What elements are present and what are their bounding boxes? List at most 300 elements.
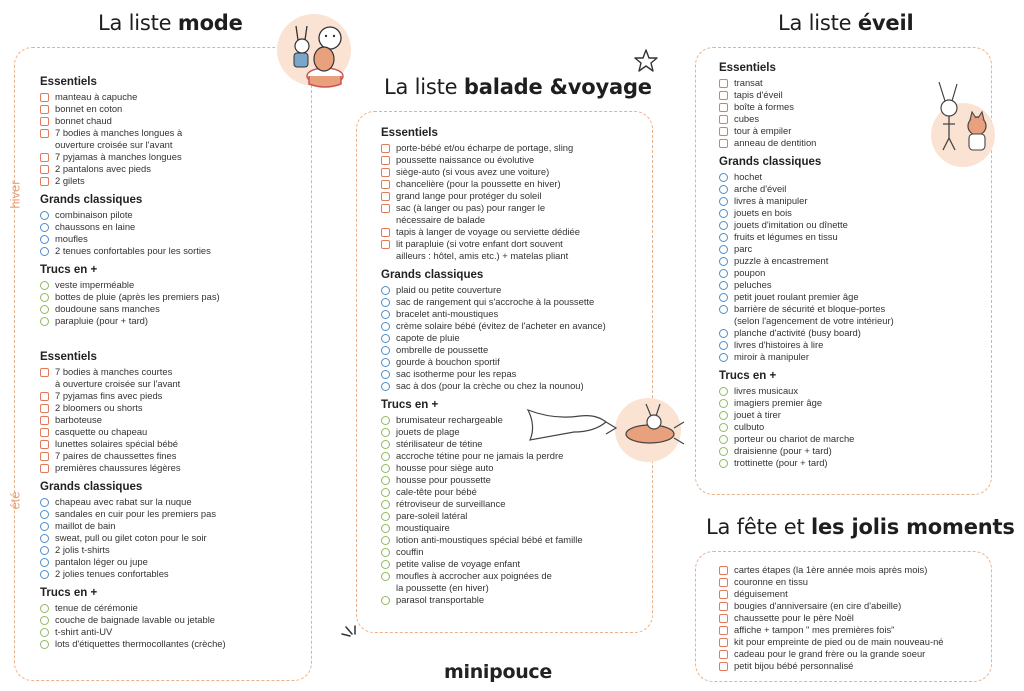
section-heading: Essentiels	[381, 127, 438, 139]
title-balade	[384, 75, 652, 99]
checklist-item[interactable]	[719, 303, 984, 327]
checklist-item-label: chaussette pour le père Noël	[734, 612, 854, 623]
checklist-item-label: tenue de cérémonie	[55, 602, 138, 613]
checklist-item[interactable]	[719, 445, 984, 457]
checklist-item-label: petit jouet roulant premier âge	[734, 291, 859, 302]
checklist-item[interactable]	[719, 409, 984, 421]
checklist-item-label: peluches	[734, 279, 772, 290]
checklist-item[interactable]	[719, 279, 984, 291]
checkbox-circle-icon[interactable]	[381, 382, 390, 391]
checkbox-circle-icon[interactable]	[381, 370, 390, 379]
checklist-item[interactable]	[381, 154, 651, 166]
checklist-item[interactable]	[381, 284, 651, 296]
checkbox-square-icon[interactable]	[381, 192, 390, 201]
checklist-item[interactable]	[719, 564, 984, 576]
checklist-item-label: affiche + tampon " mes premières fois"	[734, 624, 895, 635]
checkbox-circle-icon[interactable]	[381, 488, 390, 497]
checklist-item[interactable]	[381, 570, 651, 594]
checklist-item[interactable]	[40, 532, 305, 544]
checklist-item-label: 2 bloomers ou shorts	[55, 402, 143, 413]
checklist-item-label: petite valise de voyage enfant	[396, 558, 521, 569]
checklist-item-label: moufles à accrocher aux poignées de la poussette (en hiver)	[396, 570, 552, 593]
checkbox-circle-icon[interactable]	[40, 604, 49, 613]
checklist-item-label: casquette ou chapeau	[55, 426, 148, 437]
checklist-item[interactable]	[381, 534, 651, 546]
checklist-item-label: déguisement	[734, 588, 788, 599]
checkbox-circle-icon[interactable]	[40, 570, 49, 579]
checklist-item[interactable]	[719, 231, 984, 243]
section-heading: Grands classiques	[719, 156, 822, 168]
checkbox-square-icon[interactable]	[719, 103, 728, 112]
spark-doodle-icon	[338, 624, 364, 644]
checkbox-circle-icon[interactable]	[719, 269, 728, 278]
checkbox-circle-icon[interactable]	[40, 534, 49, 543]
checklist-item-label: draisienne (pour + tard)	[734, 445, 832, 456]
title-fete-light: La fête et	[706, 515, 812, 539]
checklist-item-label: sac de rangement qui s'accroche à la poussette	[396, 296, 595, 307]
checklist-item[interactable]	[381, 474, 651, 486]
checklist-item[interactable]	[719, 576, 984, 588]
checkbox-circle-icon[interactable]	[719, 197, 728, 206]
checklist-item[interactable]	[381, 510, 651, 522]
checklist-item[interactable]	[40, 245, 305, 257]
checklist-item[interactable]	[381, 142, 651, 154]
checklist-item[interactable]	[381, 332, 651, 344]
checkbox-circle-icon[interactable]	[719, 293, 728, 302]
section-heading: Grands classiques	[381, 269, 484, 281]
checkbox-circle-icon[interactable]	[381, 322, 390, 331]
checklist-item[interactable]	[719, 327, 984, 339]
checklist-item-label: combinaison pilote	[55, 209, 133, 220]
checkbox-square-icon[interactable]	[719, 115, 728, 124]
checklist-item-label: barrière de sécurité et bloque-portes (selon l'agencement de votre intérieur)	[734, 303, 894, 326]
title-balade-bold: balade &voyage	[463, 75, 652, 99]
checkbox-circle-icon[interactable]	[381, 286, 390, 295]
checklist-item[interactable]	[381, 594, 651, 606]
checklist-item-label: grand lange pour protéger du soleil	[396, 190, 542, 201]
checklist-item-label: maillot de bain	[55, 520, 116, 531]
checkbox-square-icon[interactable]	[40, 153, 49, 162]
checkbox-circle-icon[interactable]	[381, 428, 390, 437]
season-label-ete: été	[7, 491, 23, 510]
checklist-item-label: sandales en cuir pour les premiers pas	[55, 508, 217, 519]
checkbox-square-icon[interactable]	[40, 404, 49, 413]
checklist-item[interactable]	[381, 238, 651, 262]
checklist-item-label: housse pour siège auto	[396, 462, 494, 473]
checkbox-circle-icon[interactable]	[381, 596, 390, 605]
checklist-item[interactable]	[719, 660, 984, 672]
checklist-item[interactable]	[381, 546, 651, 558]
checkbox-circle-icon[interactable]	[719, 447, 728, 456]
checklist-item-label: bottes de pluie (après les premiers pas)	[55, 291, 220, 302]
checklist-item[interactable]	[719, 612, 984, 624]
checklist-item-label: moufles	[55, 233, 88, 244]
checklist-item-label: couffin	[396, 546, 424, 557]
checklist-item[interactable]	[40, 544, 305, 556]
checklist-item[interactable]	[719, 171, 984, 183]
star-doodle-icon	[632, 47, 660, 75]
checklist-item[interactable]	[719, 351, 984, 363]
checklist-item[interactable]	[40, 438, 305, 450]
checkbox-circle-icon[interactable]	[40, 317, 49, 326]
checklist-item-label: hochet	[734, 171, 763, 182]
checkbox-circle-icon[interactable]	[381, 440, 390, 449]
checklist-item[interactable]	[381, 178, 651, 190]
checkbox-square-icon[interactable]	[381, 240, 390, 249]
checklist-item[interactable]	[381, 190, 651, 202]
checklist-item-label: fruits et légumes en tissu	[734, 231, 838, 242]
checklist-item[interactable]	[40, 568, 305, 580]
checkbox-square-icon[interactable]	[719, 602, 728, 611]
checkbox-circle-icon[interactable]	[719, 233, 728, 242]
checkbox-circle-icon[interactable]	[381, 452, 390, 461]
checklist-item-label: premières chaussures légères	[55, 462, 181, 473]
checkbox-square-icon[interactable]	[40, 177, 49, 186]
checklist-item[interactable]	[381, 308, 651, 320]
checklist-item-label: tour à empiler	[734, 125, 792, 136]
title-fete	[706, 515, 1015, 539]
checklist-item-label: stérilisateur de tétine	[396, 438, 483, 449]
checkbox-circle-icon[interactable]	[719, 353, 728, 362]
checkbox-circle-icon[interactable]	[719, 387, 728, 396]
checklist-item-label: livres d'histoires à lire	[734, 339, 824, 350]
checkbox-circle-icon[interactable]	[381, 334, 390, 343]
checklist-item-label: moustiquaire	[396, 522, 450, 533]
checkbox-square-icon[interactable]	[719, 626, 728, 635]
checkbox-square-icon[interactable]	[381, 144, 390, 153]
section-heading: Trucs en +	[381, 399, 439, 411]
checklist-item[interactable]	[719, 457, 984, 469]
checklist-item-label: lots d'étiquettes thermocollantes (crèche)	[55, 638, 226, 649]
checkbox-circle-icon[interactable]	[381, 500, 390, 509]
checkbox-circle-icon[interactable]	[381, 416, 390, 425]
checklist-item-label: barboteuse	[55, 414, 102, 425]
checkbox-circle-icon[interactable]	[40, 546, 49, 555]
checklist-item[interactable]	[719, 243, 984, 255]
checklist-item[interactable]	[40, 291, 305, 303]
checkbox-square-icon[interactable]	[719, 139, 728, 148]
checklist-item[interactable]	[40, 626, 305, 638]
checklist-item-label: poussette naissance ou évolutive	[396, 154, 535, 165]
bunny-airplane-illustration	[524, 398, 690, 462]
checkbox-circle-icon[interactable]	[40, 616, 49, 625]
checklist-item[interactable]	[719, 433, 984, 445]
checkbox-circle-icon[interactable]	[719, 257, 728, 266]
checkbox-circle-icon[interactable]	[719, 399, 728, 408]
checklist-item-label: porte-bébé et/ou écharpe de portage, sling	[396, 142, 574, 153]
checkbox-circle-icon[interactable]	[381, 524, 390, 533]
checklist-item-label: 7 paires de chaussettes fines	[55, 450, 177, 461]
checklist-item-label: pare-soleil latéral	[396, 510, 468, 521]
checkbox-circle-icon[interactable]	[40, 305, 49, 314]
checkbox-circle-icon[interactable]	[381, 548, 390, 557]
checkbox-square-icon[interactable]	[40, 392, 49, 401]
checkbox-square-icon[interactable]	[40, 464, 49, 473]
checklist-item[interactable]	[719, 339, 984, 351]
brand-logo: minipouce	[444, 661, 552, 683]
checklist-item[interactable]	[40, 175, 305, 187]
checkbox-circle-icon[interactable]	[719, 209, 728, 218]
checkbox-circle-icon[interactable]	[40, 211, 49, 220]
checklist-item[interactable]	[719, 255, 984, 267]
checkbox-square-icon[interactable]	[40, 428, 49, 437]
checklist-item[interactable]	[381, 498, 651, 510]
checkbox-square-icon[interactable]	[381, 204, 390, 213]
checkbox-square-icon[interactable]	[381, 180, 390, 189]
checkbox-circle-icon[interactable]	[40, 558, 49, 567]
checklist-item[interactable]	[719, 267, 984, 279]
title-eveil	[778, 11, 913, 35]
section-heading: Essentiels	[40, 76, 97, 88]
checklist-item-label: plaid ou petite couverture	[396, 284, 502, 295]
checklist-item-label: anneau de dentition	[734, 137, 817, 148]
checklist-item-label: accroche tétine pour ne jamais la perdre	[396, 450, 564, 461]
checklist-item[interactable]	[719, 636, 984, 648]
title-mode-bold: mode	[177, 11, 243, 35]
checkbox-circle-icon[interactable]	[381, 512, 390, 521]
checklist-item[interactable]	[719, 183, 984, 195]
checkbox-circle-icon[interactable]	[381, 572, 390, 581]
checkbox-circle-icon[interactable]	[381, 346, 390, 355]
checklist-item[interactable]	[381, 522, 651, 534]
checklist-item-label: cubes	[734, 113, 760, 124]
checkbox-circle-icon[interactable]	[719, 341, 728, 350]
checkbox-circle-icon[interactable]	[719, 459, 728, 468]
checklist-item[interactable]	[40, 233, 305, 245]
checkbox-square-icon[interactable]	[40, 93, 49, 102]
checklist-item-label: housse pour poussette	[396, 474, 491, 485]
checklist-item-label: 7 pyjamas fins avec pieds	[55, 390, 163, 401]
checklist-item[interactable]	[40, 508, 305, 520]
section-heading: Grands classiques	[40, 481, 143, 493]
checklist-item[interactable]	[40, 209, 305, 221]
checkbox-circle-icon[interactable]	[381, 476, 390, 485]
checklist-item-label: chaussons en laine	[55, 221, 136, 232]
checklist-item-label: tapis d'éveil	[734, 89, 783, 100]
checkbox-square-icon[interactable]	[40, 105, 49, 114]
checkbox-square-icon[interactable]	[719, 127, 728, 136]
checklist-item-label: cadeau pour le grand frère ou la grande soeur	[734, 648, 926, 659]
checkbox-circle-icon[interactable]	[381, 464, 390, 473]
checklist-item-label: rétroviseur de surveillance	[396, 498, 506, 509]
checklist-item[interactable]	[381, 462, 651, 474]
checkbox-square-icon[interactable]	[719, 614, 728, 623]
checklist-item-label: ombrelle de poussette	[396, 344, 489, 355]
checklist-item-label: 2 tenues confortables pour les sorties	[55, 245, 211, 256]
checkbox-circle-icon[interactable]	[40, 628, 49, 637]
checklist-item-label: livres musicaux	[734, 385, 799, 396]
checklist-item[interactable]	[719, 421, 984, 433]
checkbox-square-icon[interactable]	[40, 165, 49, 174]
checklist-item[interactable]	[381, 320, 651, 332]
checkbox-circle-icon[interactable]	[719, 435, 728, 444]
checklist-item[interactable]	[40, 496, 305, 508]
checklist-item-label: 7 bodies à manches courtes à ouverture croisée sur l'avant	[55, 366, 181, 389]
checklist-item[interactable]	[381, 558, 651, 570]
checklist-item[interactable]	[40, 163, 305, 175]
checklist-item[interactable]	[719, 219, 984, 231]
section-heading: Trucs en +	[719, 370, 777, 382]
checkbox-square-icon[interactable]	[719, 662, 728, 671]
checkbox-circle-icon[interactable]	[40, 223, 49, 232]
checklist-item-label: arche d'éveil	[734, 183, 787, 194]
checkbox-circle-icon[interactable]	[719, 423, 728, 432]
checkbox-circle-icon[interactable]	[381, 536, 390, 545]
checklist-item[interactable]	[40, 414, 305, 426]
checklist-item[interactable]	[40, 402, 305, 414]
checklist-item[interactable]	[381, 226, 651, 238]
checkbox-circle-icon[interactable]	[381, 298, 390, 307]
checklist-item[interactable]	[381, 344, 651, 356]
checklist-item[interactable]	[40, 279, 305, 291]
checkbox-circle-icon[interactable]	[381, 358, 390, 367]
checkbox-square-icon[interactable]	[381, 156, 390, 165]
checklist-item-label: siège-auto (si vous avez une voiture)	[396, 166, 550, 177]
checkbox-circle-icon[interactable]	[719, 245, 728, 254]
checklist-item[interactable]	[381, 166, 651, 178]
checklist-item[interactable]	[40, 614, 305, 626]
section-heading: Trucs en +	[40, 587, 98, 599]
checkbox-circle-icon[interactable]	[40, 235, 49, 244]
checklist-item-label: t-shirt anti-UV	[55, 626, 113, 637]
checklist-item[interactable]	[40, 638, 305, 650]
checklist-item[interactable]	[40, 556, 305, 568]
checklist-item-label: doudoune sans manches	[55, 303, 160, 314]
checklist-item[interactable]	[40, 115, 305, 127]
list-mode-ete	[40, 351, 305, 650]
checkbox-circle-icon[interactable]	[719, 281, 728, 290]
checklist-item[interactable]	[719, 385, 984, 397]
checkbox-square-icon[interactable]	[40, 440, 49, 449]
checklist-item[interactable]	[719, 600, 984, 612]
checklist-item[interactable]	[40, 450, 305, 462]
checklist-item-label: 2 jolis t-shirts	[55, 544, 110, 555]
checkbox-square-icon[interactable]	[719, 638, 728, 647]
checklist-item-label: 2 jolies tenues confortables	[55, 568, 169, 579]
checklist-item-label: parapluie (pour + tard)	[55, 315, 149, 326]
checklist-item-label: brumisateur rechargeable	[396, 414, 503, 425]
checklist-item-label: poupon	[734, 267, 766, 278]
checklist-item[interactable]	[40, 127, 305, 151]
checklist-item[interactable]	[40, 221, 305, 233]
checklist-item[interactable]	[719, 648, 984, 660]
checklist-item[interactable]	[40, 602, 305, 614]
checkbox-square-icon[interactable]	[40, 416, 49, 425]
checkbox-circle-icon[interactable]	[719, 221, 728, 230]
checkbox-circle-icon[interactable]	[719, 173, 728, 182]
checklist-item-label: capote de pluie	[396, 332, 460, 343]
checkbox-circle-icon[interactable]	[719, 411, 728, 420]
section-heading: Essentiels	[40, 351, 97, 363]
checklist-item[interactable]	[381, 356, 651, 368]
checklist-item-label: kit pour empreinte de pied ou de main nouveau-né	[734, 636, 944, 647]
checklist-item[interactable]	[719, 291, 984, 303]
checklist-item[interactable]	[40, 462, 305, 474]
checklist-item[interactable]	[719, 397, 984, 409]
checkbox-square-icon[interactable]	[719, 79, 728, 88]
checklist-item[interactable]	[381, 202, 651, 226]
checkbox-circle-icon[interactable]	[40, 510, 49, 519]
checklist-item[interactable]	[719, 195, 984, 207]
checkbox-circle-icon[interactable]	[719, 305, 728, 314]
checkbox-square-icon[interactable]	[719, 566, 728, 575]
checkbox-square-icon[interactable]	[40, 129, 49, 138]
season-label-hiver: hiver	[7, 180, 23, 209]
checklist-item-label: 7 pyjamas à manches longues	[55, 151, 182, 162]
checkbox-circle-icon[interactable]	[381, 560, 390, 569]
checklist-item[interactable]	[381, 368, 651, 380]
circus-bear-rabbit-illustration	[280, 12, 350, 88]
checklist-item[interactable]	[40, 520, 305, 532]
checklist-item[interactable]	[40, 390, 305, 402]
list-fete	[719, 564, 984, 672]
checklist-item[interactable]	[719, 207, 984, 219]
checklist-item[interactable]	[40, 426, 305, 438]
checklist-item-label: parc	[734, 243, 753, 254]
checkbox-square-icon[interactable]	[381, 168, 390, 177]
checklist-item[interactable]	[381, 486, 651, 498]
checkbox-square-icon[interactable]	[40, 452, 49, 461]
checklist-item[interactable]	[381, 380, 651, 392]
checkbox-circle-icon[interactable]	[719, 329, 728, 338]
checklist-item-label: miroir à manipuler	[734, 351, 810, 362]
title-eveil-light: La liste	[778, 11, 858, 35]
checklist-item[interactable]	[719, 624, 984, 636]
checkbox-circle-icon[interactable]	[40, 293, 49, 302]
checkbox-square-icon[interactable]	[381, 228, 390, 237]
checklist-item[interactable]	[40, 103, 305, 115]
checkbox-square-icon[interactable]	[719, 578, 728, 587]
checklist-item-label: veste imperméable	[55, 279, 135, 290]
checklist-item-label: tapis à langer de voyage ou serviette dédiée	[396, 226, 580, 237]
checkbox-circle-icon[interactable]	[40, 281, 49, 290]
checkbox-circle-icon[interactable]	[719, 185, 728, 194]
checklist-item-label: transat	[734, 77, 763, 88]
checkbox-square-icon[interactable]	[719, 91, 728, 100]
checklist-item-label: jouets en bois	[734, 207, 792, 218]
checklist-item-label: 2 pantalons avec pieds	[55, 163, 151, 174]
list-mode-hiver	[40, 76, 305, 327]
checkbox-square-icon[interactable]	[719, 650, 728, 659]
checkbox-square-icon[interactable]	[40, 117, 49, 126]
checkbox-circle-icon[interactable]	[40, 640, 49, 649]
checkbox-square-icon[interactable]	[40, 368, 49, 377]
checklist-item-label: sweat, pull ou gilet coton pour le soir	[55, 532, 207, 543]
checkbox-circle-icon[interactable]	[40, 247, 49, 256]
checklist-item-label: puzzle à encastrement	[734, 255, 829, 266]
checklist-item-label: petit bijou bébé personnalisé	[734, 660, 854, 671]
checkbox-circle-icon[interactable]	[381, 310, 390, 319]
checklist-item[interactable]	[719, 588, 984, 600]
checkbox-circle-icon[interactable]	[40, 498, 49, 507]
checklist-item-label: 7 bodies à manches longues à ouverture croisée sur l'avant	[55, 127, 183, 150]
checklist-item[interactable]	[381, 296, 651, 308]
checklist-item-label: lit parapluie (si votre enfant dort souvent ailleurs : hôtel, amis etc.) + matelas pliant	[396, 238, 569, 261]
checklist-item-label: sac à dos (pour la crèche ou chez la nounou)	[396, 380, 584, 391]
checklist-item[interactable]	[40, 91, 305, 103]
checklist-item[interactable]	[40, 366, 305, 390]
checklist-item[interactable]	[40, 151, 305, 163]
checklist-item-label: lotion anti-moustiques spécial bébé et famille	[396, 534, 583, 545]
title-mode-light: La liste	[98, 11, 178, 35]
checkbox-square-icon[interactable]	[719, 590, 728, 599]
checklist-item[interactable]	[40, 315, 305, 327]
checkbox-circle-icon[interactable]	[40, 522, 49, 531]
checklist-item-label: bonnet chaud	[55, 115, 112, 126]
checklist-item[interactable]	[40, 303, 305, 315]
section-heading: Essentiels	[719, 62, 776, 74]
checklist-item-label: bracelet anti-moustiques	[396, 308, 499, 319]
